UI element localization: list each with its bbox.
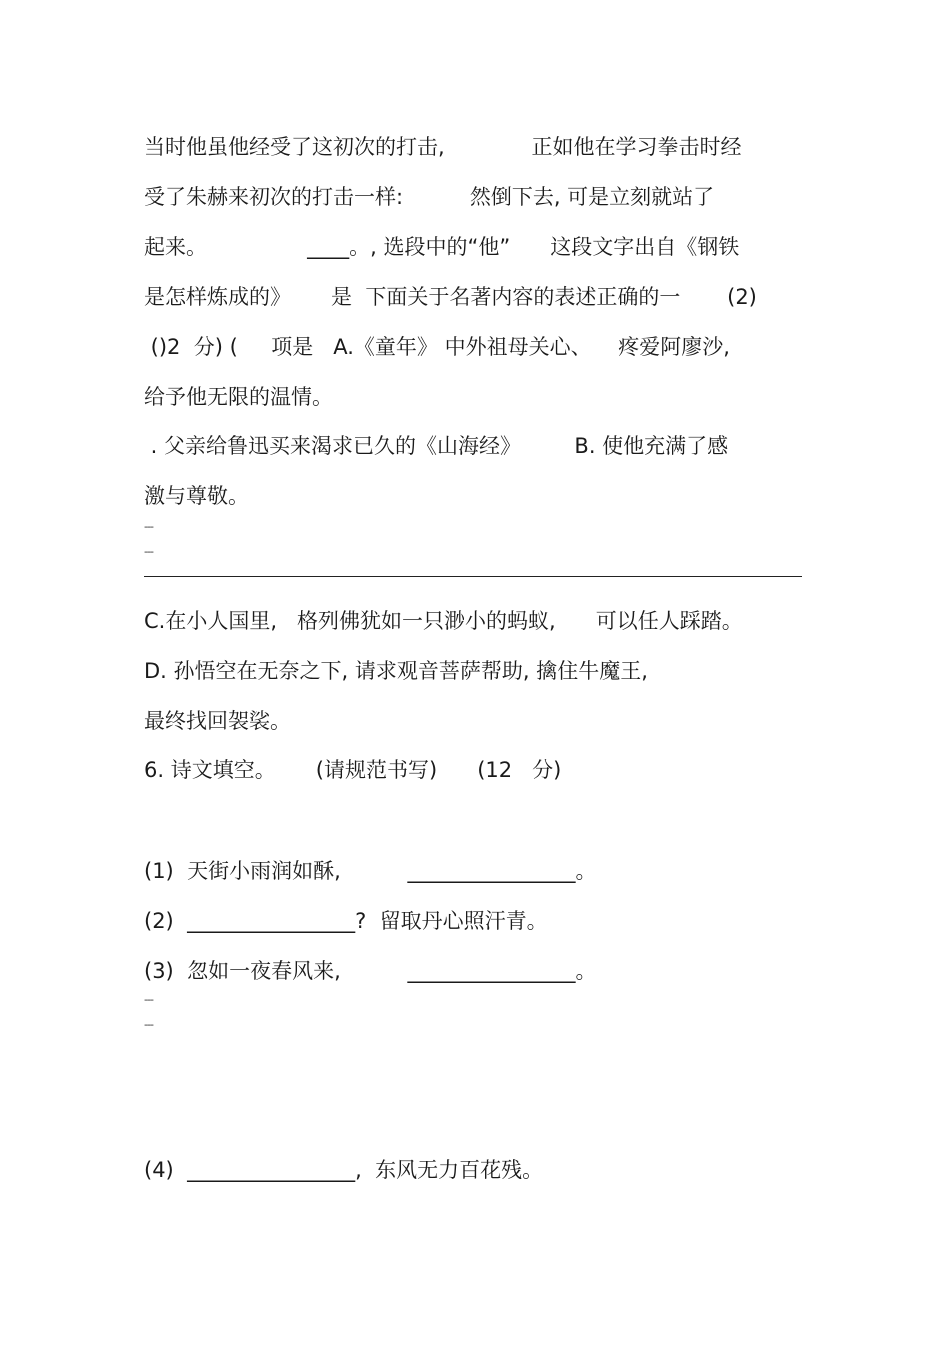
option-d-continued: 最终找回袈裟。 (144, 709, 291, 733)
passage-line-6: 给予他无限的温情。 (144, 385, 333, 409)
dash-mark: --- (144, 545, 153, 558)
passage-line-5: ()2 分) ( 项是 A.《童年》 中外祖母关心、 疼爱阿廖沙, (144, 335, 730, 359)
passage-line-8: 激与尊敬。 (144, 484, 249, 508)
option-c: C.在小人国里, 格列佛犹如一只渺小的蚂蚁, 可以任人踩踏。 (144, 609, 743, 633)
dash-mark: --- (144, 520, 153, 533)
passage-line-4: 是怎样炼成的》 是 下面关于名著内容的表述正确的一 (2) (144, 285, 757, 309)
poem-item-3: (3) 忽如一夜春风来, ________________。 (144, 959, 597, 983)
passage-line-7: . 父亲给鲁迅买来渴求已久的《山海经》 B. 使他充满了感 (144, 434, 729, 458)
separator-line (144, 576, 802, 577)
passage-line-1: 当时他虽他经受了这初次的打击, 正如他在学习拳击时经 (144, 135, 742, 159)
passage-line-2: 受了朱赫来初次的打击一样: 然倒下去, 可是立刻就站了 (144, 185, 715, 209)
poem-item-1: (1) 天街小雨润如酥, ________________。 (144, 859, 597, 883)
question-6-title: 6. 诗文填空。 (请规范书写) (12 分) (144, 758, 562, 782)
option-d: D. 孙悟空在无奈之下, 请求观音菩萨帮助, 擒住牛魔王, (144, 659, 648, 683)
poem-item-4: (4) ________________, 东风无力百花残。 (144, 1158, 544, 1182)
passage-line-3: 起来。 ____。, 选段中的“他” 这段文字出自《钢铁 (144, 235, 740, 259)
dash-mark: --- (144, 1018, 153, 1031)
dash-mark: --- (144, 993, 153, 1006)
poem-item-2: (2) ________________? 留取丹心照汗青。 (144, 909, 548, 933)
